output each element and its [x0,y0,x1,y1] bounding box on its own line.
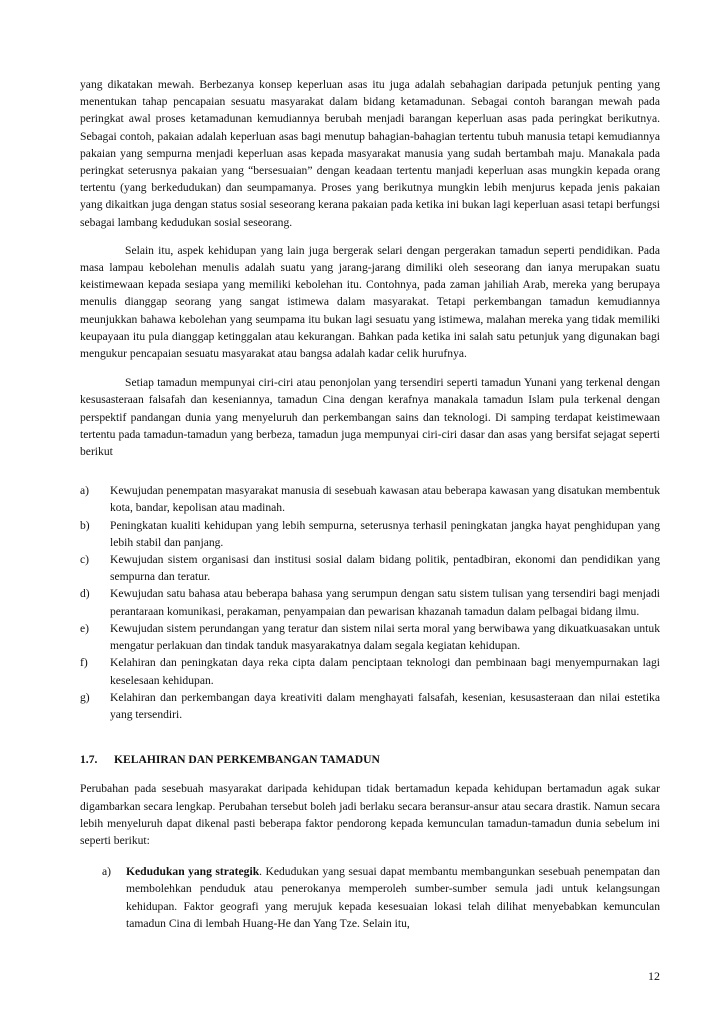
list-marker: f) [80,656,88,670]
list-item-text: Kewujudan sistem organisasi dan institusi sosial dalam bidang politik, pentadbiran, ekonomi dan pendidikan yang sempurna dan teratur. [110,553,660,584]
paragraph-3: Setiap tamadun mempunyai ciri-ciri atau penonjolan yang tersendiri seperti tamadun Yunani yang terkenal dengan kesusasteraan falsafah dan keseniannya, tamadun Cina dengan kerafnya manakala tamadun Islam pula terkenal dengan perspektif pandangan dunia yang menyeluruh dan perkembangan sains dan teknologi. Di samping terdapat keistimewaan tertentu pada tamadun-tamadun yang berbeza, tamadun juga mempunyai ciri-ciri dasar dan asas yang bersifat sejagat seperti berikut [80,376,660,459]
list-item-text: Kewujudan sistem perundangan yang teratur dan sistem nilai serta moral yang berwibawa yang dikuatkuasakan untuk mengatur perlakuan dan tindak tanduk masyarakatnya dalam segala kegiatan kehidupan. [110,621,660,653]
list-item-text: Kewujudan penempatan masyarakat manusia di sesebuah kawasan atau beberapa kawasan yang disatukan membentuk kota, bandar, kepolisan atau madinah. [110,484,660,515]
factor-title: Kedudukan yang strategik [126,865,260,879]
section-number: 1.7. [80,753,98,767]
paragraph-2: Selain itu, aspek kehidupan yang lain juga bergerak selari dengan pergerakan tamadun seperti pendidikan. Pada masa lampau kebolehan menulis adalah suatu yang jarang-jarang dimiliki oleh seseorang dan ianya merupakan suatu keistimewaan kepada sesiapa yang memiliki kebolehan itu. Contohnya, pada zaman jahiliah Arab, mereka yang berupaya menulis dianggap seorang yang sangat istimewa dalam masyarakat. Tetapi perkembangan tamadun kemudiannya meunjukkan bahawa kebolehan yang seumpama itu bukan lagi sesuatu yang istimewa, malahan mereka yang tidak memiliki keupayaan itu pula dianggap ketinggalan atau kekurangan. Bahkan pada ketika ini salah satu petunjuk yang digunakan bagi mengukur pencapaian sesuatu masyarakat atau bangsa adalah kadar celik hurufnya. [80,243,660,361]
list-marker: e) [80,621,90,635]
list-item-text: Kelahiran dan perkembangan daya kreativiti dalam menghayati falsafah, kesenian, kesusasteraan dan nilai estetika yang tersendiri. [110,690,660,721]
section-heading [80,751,660,768]
list-item [80,654,660,688]
list-item [80,517,660,551]
page-number: 12 [648,969,660,983]
list-marker: a) [80,484,90,498]
characteristics-list [80,482,660,723]
paragraph-1: yang dikatakan mewah. Berbezanya konsep keperluan asas itu juga adalah sebahagian daripada petunjuk penting yang menentukan tahap pencapaian sesuatu masyarakat dalam bidang ketamadunan. Sebagai contoh barangan mewah pada peringkat awal proses ketamadunan kemudiannya berubah menjadi barangan keperluan asas pada peringkat berikutnya. Sebagai contoh, pakaian adalah keperluan asas bagi menutup bahagian-bahagian tertentu tubuh manusia tetapi kemudiannya pakaian yang sempurna menjadi keperluan asas kepada masyarakat manusia yang sudah bertambah maju. Manakala pada peringkat seterusnya pakaian yang “bersesuaian” dengan keadaan tertentu manjadi keperluan asas mungkin kepada orang tertentu (yang berkedudukan) dan seumpamanya. Proses yang berikutnya mungkin lebih menjurus kepada jenis pakaian yang dikaitkan juga dengan status sosial seseorang kerana pakaian pada ketika ini bukan lagi keperluan asasi tetapi berfungsi sebagai lambang kedudukan sosial seseorang. [80,78,660,229]
list-marker: g) [80,690,90,704]
list-marker: a) [102,865,112,879]
list-item [80,551,660,585]
list-item [80,482,660,516]
list-item [80,863,660,932]
factor-text: . Kedudukan yang sesuai dapat membantu membangunkan sesebuah penempatan dan membolehkan penduduk atau penerokanya memperoleh sumber-sumber semula jadi untuk kelangsungan kehidupan. Faktor geografi yang merujuk kepada kesesuaian lokasi telah dilihat menyebabkan kemunculan tamadun Cina di lembah Huang-He dan Yang Tze. Selain itu, [126,865,661,930]
list-item [80,585,660,619]
list-item-text: Peningkatan kualiti kehidupan yang lebih sempurna, seterusnya terhasil peningkatan jangka hayat penghidupan yang lebih stabil dan panjang. [110,518,660,549]
list-marker: c) [80,553,90,567]
section-title: KELAHIRAN DAN PERKEMBANGAN TAMADUN [114,753,380,767]
list-marker: b) [80,518,90,532]
document-page [80,76,660,932]
list-item-text: Kelahiran dan peningkatan daya reka cipta dalam penciptaan teknologi dan pembinaan bagi menyempurnakan lagi keselesaan kehidupan. [110,656,660,687]
factors-list [80,863,660,932]
section-intro: Perubahan pada sesebuah masyarakat daripada kehidupan tidak bertamadun kepada kehidupan bertamadun agak sukar digambarkan secara lengkap. Perubahan tersebut boleh jadi berlaku secara beransur-ansur atau secara drastik. Namun secara lebih menyeluruh dapat dikenal pasti beberapa faktor pendorong kepada kemunculan tamadun-tamadun dunia sebelum ini seperti berikut: [80,782,660,847]
list-item-text: Kewujudan satu bahasa atau beberapa bahasa yang serumpun dengan satu sistem tulisan yang tersendiri bagi menjadi perantaraan komunikasi, perakaman, penyampaian dan pewarisan khazanah tamadun dalam pelbagai bidang ilmu. [110,587,660,618]
list-marker: d) [80,587,90,601]
list-item [80,689,660,723]
list-item [80,620,660,654]
